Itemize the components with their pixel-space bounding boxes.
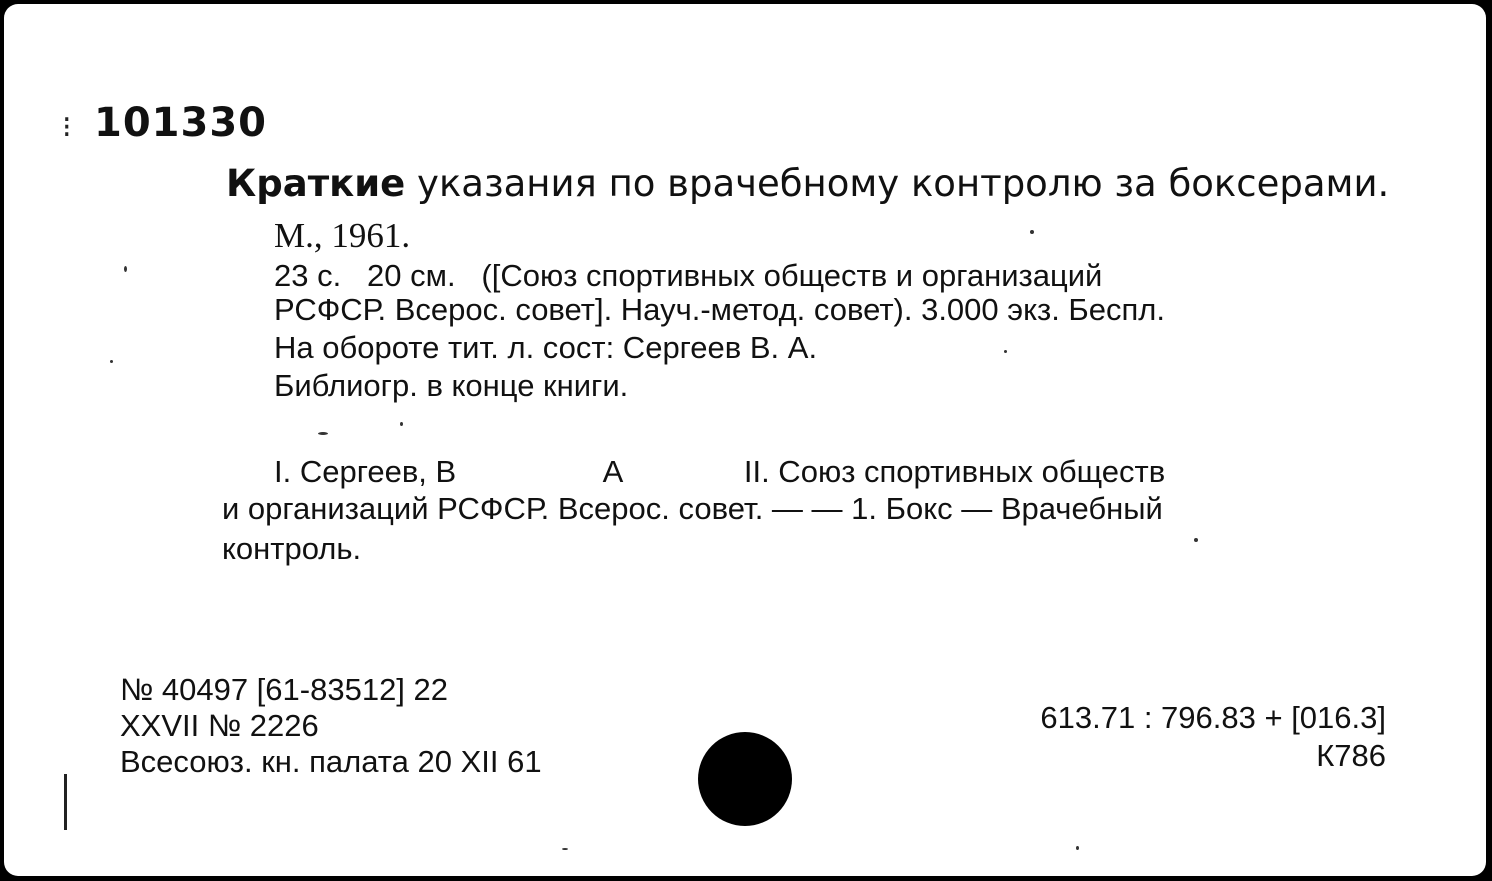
accession-line: XXVII № 2226 (120, 708, 319, 743)
description-line: Библиогр. в конце книги. (274, 368, 629, 403)
speck (1004, 350, 1007, 353)
description-line: 23 с. 20 см. ([Союз спортивных обществ и организаций (274, 258, 1103, 293)
speck (124, 266, 127, 272)
tracing-line: контроль. (222, 531, 362, 566)
author-mark: К786 (1316, 738, 1386, 773)
speck (562, 848, 568, 850)
tracing-line: и организаций РСФСР. Всерос. совет. — — 1. Бокс — Врачебный (222, 491, 1163, 526)
catalog-card (4, 4, 1486, 876)
speck (1076, 846, 1079, 850)
speck (318, 432, 328, 435)
card-number: 101330 (94, 100, 267, 146)
speck (400, 422, 403, 426)
margin-mark: ⁝ (62, 110, 72, 145)
description-line: РСФСР. Всерос. совет]. Науч.-метод. совет). 3.000 экз. Беспл. (274, 292, 1166, 327)
tracing-line: I. Сергеев, В А II. Союз спортивных обществ (274, 454, 1166, 489)
book-title (226, 162, 1389, 205)
speck (1194, 538, 1198, 542)
title-rest: указания по врачебному контролю за боксерами. (405, 162, 1390, 205)
classification-index: 613.71 : 796.83 + [016.3] (1040, 700, 1386, 735)
punch-hole (698, 732, 792, 826)
title-lead: Краткие (226, 162, 406, 205)
imprint: М., 1961. (274, 216, 411, 255)
speck (1030, 230, 1034, 234)
accession-line: № 40497 [61-83512] 22 (120, 672, 449, 707)
description-line: На обороте тит. л. сост: Сергеев В. А. (274, 330, 818, 365)
accession-line: Всесоюз. кн. палата 20 XII 61 (120, 744, 542, 779)
speck (110, 360, 113, 363)
edge-mark (64, 774, 67, 830)
